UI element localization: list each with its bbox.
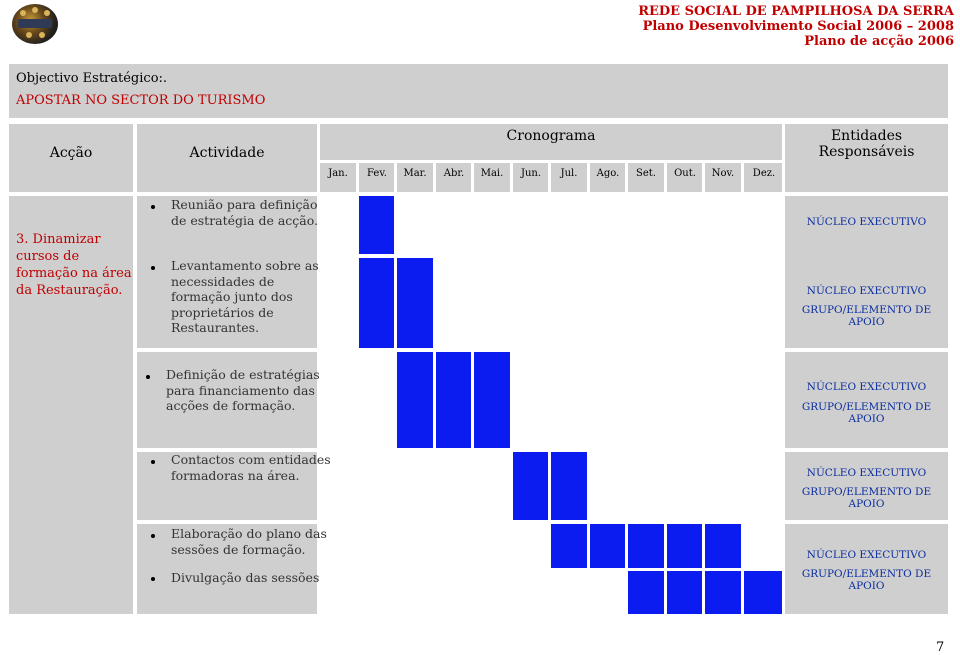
gantt-bar bbox=[667, 571, 702, 614]
entity-label: GRUPO/ELEMENTO DE APOIO bbox=[801, 568, 932, 592]
task-line: sessões de formação. bbox=[171, 541, 306, 557]
month-label-nov: Nov. bbox=[711, 168, 735, 179]
bullet-icon bbox=[146, 375, 150, 379]
gantt-bar bbox=[667, 524, 702, 568]
task-line: acções de formação. bbox=[166, 398, 296, 413]
column-header-cronograma: Cronograma bbox=[506, 128, 596, 144]
month-label-abr: Abr. bbox=[443, 168, 465, 179]
task-line: Contactos com entidades bbox=[171, 452, 331, 467]
month-label-jan: Jan. bbox=[328, 168, 348, 179]
objective-text: APOSTAR NO SECTOR DO TURISMO bbox=[16, 93, 266, 108]
gantt-bar bbox=[436, 352, 471, 448]
acao-line: cursos de bbox=[16, 249, 80, 264]
entity-label: NÚCLEO EXECUTIVO bbox=[806, 549, 927, 561]
task-reuniao bbox=[171, 197, 318, 228]
gantt-bar bbox=[474, 352, 510, 448]
acao-line: da Restauração. bbox=[16, 283, 123, 298]
entity-label: GRUPO/ELEMENTO DE APOIO bbox=[801, 401, 932, 425]
acao-line: 3. Dinamizar bbox=[16, 232, 101, 247]
month-label-set: Set. bbox=[636, 168, 656, 179]
month-label-jun: Jun. bbox=[520, 168, 542, 179]
bullet-icon bbox=[151, 205, 155, 209]
gantt-bar bbox=[551, 524, 587, 568]
task-line: de estratégia de acção. bbox=[171, 212, 319, 228]
task-line: formação junto dos bbox=[171, 289, 293, 304]
bullet-icon bbox=[151, 577, 155, 581]
gantt-bar bbox=[705, 524, 741, 568]
task-line: Elaboração do plano das bbox=[171, 526, 327, 541]
task-line: proprietários de bbox=[171, 304, 274, 320]
document-header bbox=[638, 4, 954, 49]
page-number: 7 bbox=[936, 640, 945, 655]
task-line: Restaurantes. bbox=[171, 320, 260, 335]
column-header-actividade: Actividade bbox=[189, 145, 265, 161]
month-label-fev: Fev. bbox=[367, 168, 387, 179]
gantt-bar bbox=[705, 571, 741, 614]
bullet-icon bbox=[151, 460, 155, 464]
month-label-jul: Jul. bbox=[560, 168, 578, 179]
acao-text bbox=[16, 231, 132, 299]
task-levantamento bbox=[171, 258, 319, 336]
month-label-ago: Ago. bbox=[596, 168, 620, 179]
month-label-mai: Mai. bbox=[480, 168, 504, 179]
bullet-icon bbox=[151, 266, 155, 270]
entity-label: NÚCLEO EXECUTIVO bbox=[806, 381, 927, 393]
month-label-mar: Mar. bbox=[403, 168, 427, 179]
gantt-bar bbox=[397, 258, 433, 348]
column-header-acao: Acção bbox=[49, 145, 93, 161]
logo bbox=[12, 4, 58, 44]
entidades-cell bbox=[785, 352, 948, 448]
gantt-bar bbox=[628, 524, 664, 568]
header-title: REDE SOCIAL DE PAMPILHOSA DA SERRA bbox=[638, 4, 954, 19]
header-subtitle: Plano Desenvolvimento Social 2006 – 2008 bbox=[642, 19, 954, 34]
entity-label: GRUPO/ELEMENTO DE APOIO bbox=[801, 304, 932, 328]
entity-label: GRUPO/ELEMENTO DE APOIO bbox=[801, 486, 932, 510]
gantt-bar bbox=[628, 571, 664, 614]
bullet-icon bbox=[151, 534, 155, 538]
objective-box bbox=[9, 64, 948, 118]
gantt-bar bbox=[551, 452, 587, 520]
entity-label: NÚCLEO EXECUTIVO bbox=[806, 467, 927, 479]
task-line: Divulgação das sessões bbox=[171, 570, 320, 585]
task-line: necessidades de bbox=[171, 273, 275, 289]
gantt-bar bbox=[744, 571, 782, 614]
objective-label: Objectivo Estratégico:. bbox=[16, 71, 168, 86]
task-definicao bbox=[166, 367, 320, 414]
task-divulgacao bbox=[171, 570, 319, 586]
gantt-bar bbox=[397, 352, 433, 448]
task-line: formadoras na área. bbox=[171, 467, 300, 483]
gantt-bar bbox=[359, 258, 394, 348]
month-label-dez: Dez. bbox=[752, 168, 776, 179]
column-header-entidades: Entidades Responsáveis bbox=[818, 128, 915, 160]
gantt-bar bbox=[590, 524, 625, 568]
header-plan: Plano de acção 2006 bbox=[804, 34, 954, 49]
entity-label: NÚCLEO EXECUTIVO bbox=[806, 285, 927, 297]
task-contactos bbox=[171, 452, 331, 483]
gantt-bar bbox=[513, 452, 548, 520]
entity-label: NÚCLEO EXECUTIVO bbox=[806, 216, 927, 228]
task-line: Reunião para definição bbox=[171, 197, 318, 212]
task-line: Definição de estratégias bbox=[166, 367, 320, 382]
acao-line: formação na área bbox=[16, 266, 132, 281]
task-elaboracao bbox=[171, 526, 327, 557]
task-line: para financiamento das bbox=[166, 382, 315, 398]
task-line: Levantamento sobre as bbox=[171, 258, 319, 273]
gantt-bar bbox=[359, 196, 394, 254]
month-label-out: Out. bbox=[674, 168, 696, 179]
